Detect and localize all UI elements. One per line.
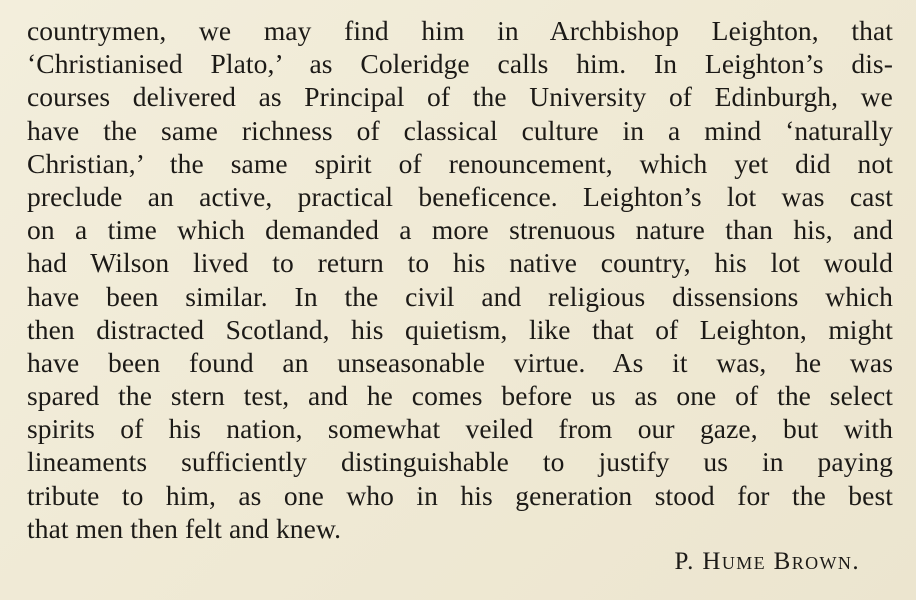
text-line: tribute to him, as one who in his generation stood for the best bbox=[27, 479, 893, 511]
text-line: lineaments sufficiently distinguishable to justify us in paying bbox=[27, 446, 893, 478]
text-line: preclude an active, practical beneficence. Leighton’s lot was cast bbox=[27, 180, 893, 212]
text-line: that men then felt and knew. bbox=[27, 512, 342, 544]
text-line: have the same richness of classical culture in a mind ‘naturally bbox=[27, 114, 893, 146]
text-line: had Wilson lived to return to his native country, his lot would bbox=[27, 247, 893, 279]
text-line: on a time which demanded a more strenuous nature than his, and bbox=[27, 214, 893, 246]
text-line: have been found an unseasonable virtue. As it was, he was bbox=[27, 346, 893, 378]
author-signature: P. Hume Brown. bbox=[674, 548, 860, 575]
text-line: ‘Christianised Plato,’ as Coleridge calls him. In Leighton’s dis- bbox=[27, 48, 893, 80]
text-line: Christian,’ the same spirit of renouncement, which yet did not bbox=[27, 147, 893, 179]
text-line: have been similar. In the civil and religious dissensions which bbox=[27, 280, 893, 312]
text-line: spirits of his nation, somewhat veiled from our gaze, but with bbox=[27, 413, 893, 445]
passage-text bbox=[27, 14, 893, 545]
text-line: countrymen, we may find him in Archbishop Leighton, that bbox=[27, 15, 893, 46]
text-line: then distracted Scotland, his quietism, like that of Leighton, might bbox=[27, 313, 893, 345]
text-line: courses delivered as Principal of the University of Edinburgh, we bbox=[27, 81, 893, 113]
text-line: spared the stern test, and he comes before us as one of the select bbox=[27, 380, 893, 412]
